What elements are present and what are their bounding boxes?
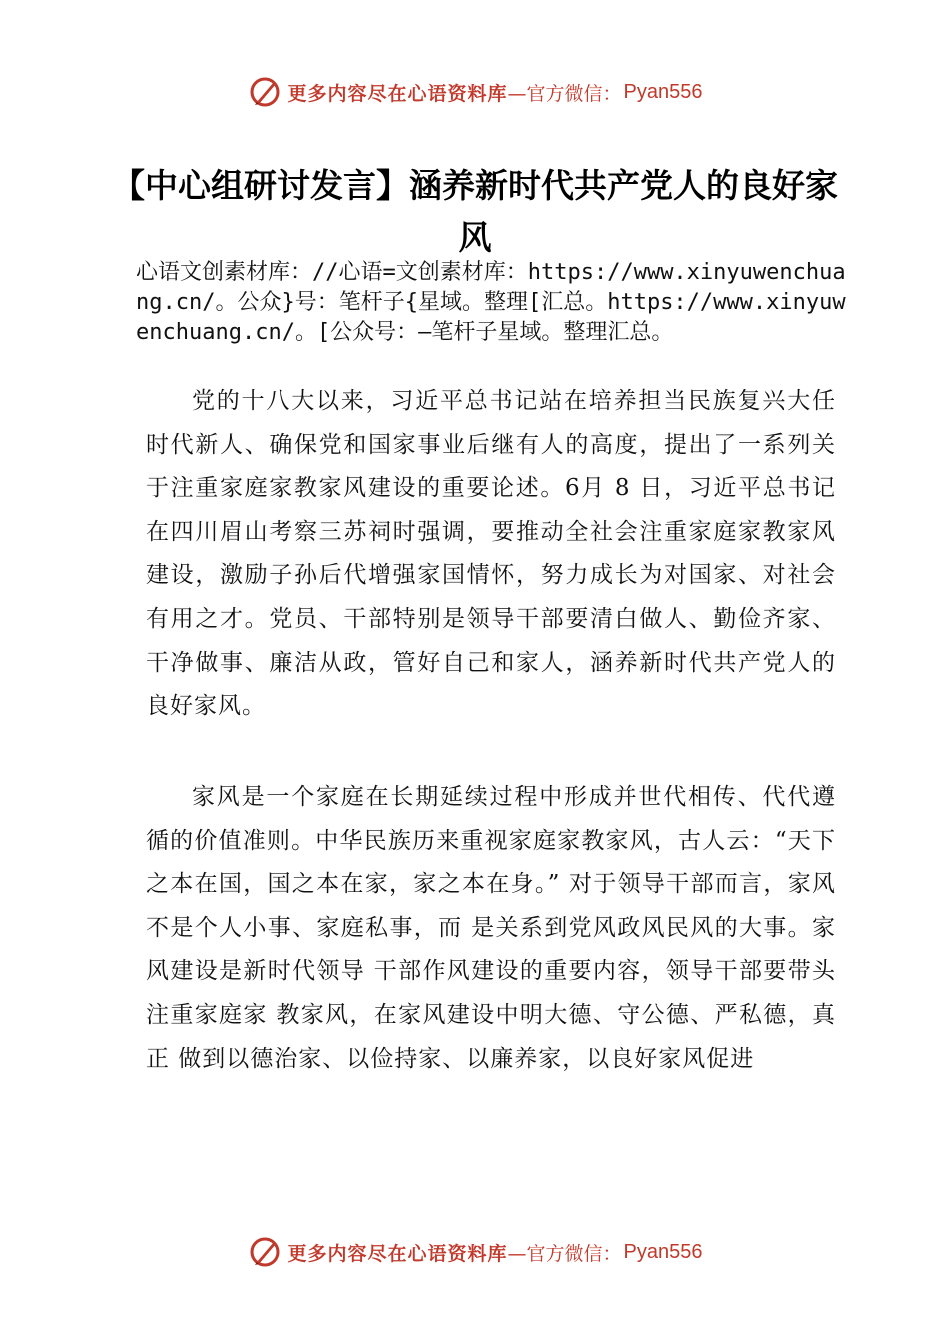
watermark-text: 更多内容尽在心语资料库 [287,82,508,105]
pen-circle-logo-icon [248,75,282,109]
footer-watermark-banner [0,1232,950,1272]
watermark-wechat-id: Pyan556 [623,80,703,103]
watermark-separator: —官方微信： [507,82,622,105]
body-paragraph-2: 家风是一个家庭在长期延续过程中形成并世代相传、代代遵循的价值准则。中华民族历来重视家庭家教家风，古人云：“天下之本在国，国之本在家，家之本在身。” 对于领导干部而言，家风不是个人小事、家庭私事，而 是关系到党风政风民风的大事。家风建设是新时代领导 干部作风建设的重要内容，领导干部要带头注重家庭家 教家风，在家风建设中明大德、守公德、严私德，真正 做到以德治家、以俭持家、以廉养家，以良好家风促进 [146,784,836,1072]
body-paragraph-1: 党的十八大以来，习近平总书记站在培养担当民族复兴大任时代新人、确保党和国家事业后继有人的高度，提出了一系列关于注重家庭家教家风建设的重要论述。6月 8 日，习近平总书记在四川眉山考察三苏祠时强调，要推动全社会注重家庭家教家风建设，激励子孙后代增强家国情怀，努力成长为对国家、对社会有用之才。党员、干部特别是领导干部要清白做人、勤俭齐家、干净做事、廉洁从政，管好自己和家人，涵养新时代共产党人的良好家风。 [146,388,836,720]
header-watermark-banner [0,72,950,112]
pen-circle-logo-icon [248,1235,282,1269]
watermark-separator: —官方微信： [507,1242,622,1265]
watermark-wechat-id: Pyan556 [623,1240,703,1263]
watermark-text: 更多内容尽在心语资料库 [287,1242,508,1265]
source-note: 心语文创素材库：//心语=文创素材库：https://www.xinyuwenchuang.cn/。公众}号：笔杆子{星域。整理[汇总。https://www.xinyuwenchuang.cn/。[公众号：—笔杆子星域。整理汇总。 [136,260,846,345]
document-title: 【中心组研讨发言】涵养新时代共产党人的良好家风 [112,166,838,257]
